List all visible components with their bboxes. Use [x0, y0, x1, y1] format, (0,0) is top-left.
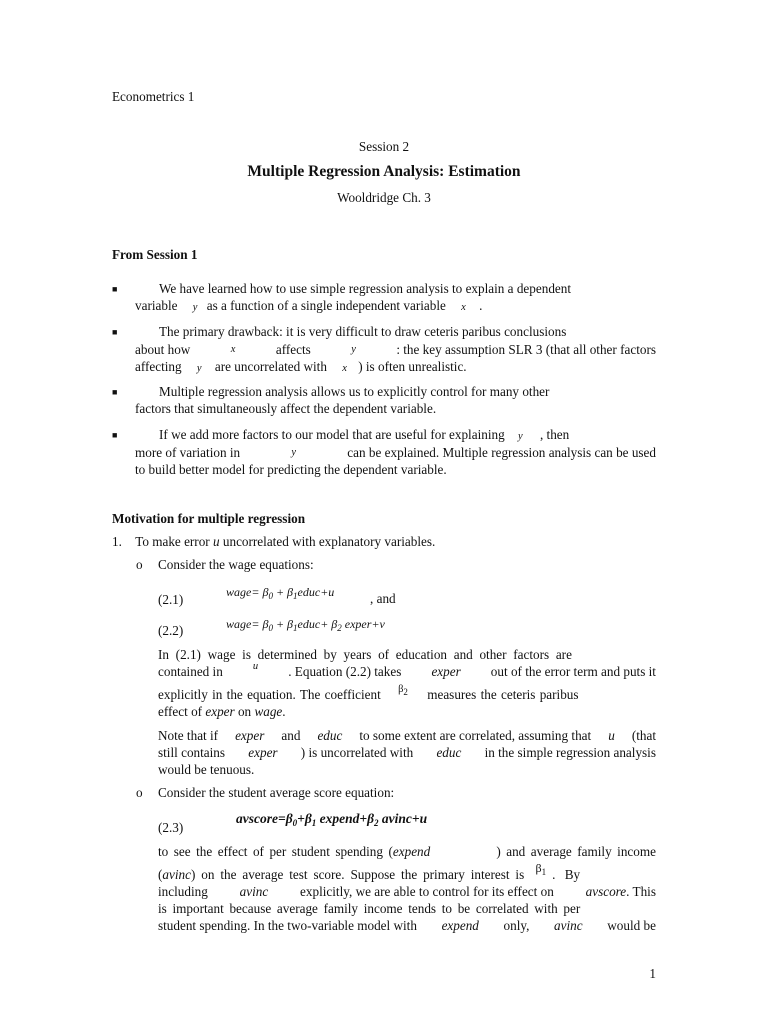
eq-var: wage [226, 617, 252, 631]
text [158, 844, 430, 860]
text: To make error [135, 534, 210, 549]
text: exper [248, 745, 278, 760]
symbol-x: x [461, 302, 466, 313]
text: : the key assumption SLR 3 (that all other factors [396, 342, 656, 357]
bullet-marker: ■ [112, 284, 118, 294]
text: In (2.1) wage is determined by years of education and other factors are [158, 647, 572, 662]
text: ) on the average test score. Suppose the primary interest is [190, 867, 525, 882]
bullet-marker: ■ [112, 327, 118, 337]
text: expend [392, 844, 431, 859]
text: measures the ceteris paribus [427, 687, 579, 702]
beta-symbol: β [535, 861, 542, 875]
text: u [213, 534, 220, 549]
text: variable [135, 298, 178, 313]
text: can be explained. Multiple regression analysis can be used [347, 445, 656, 460]
eq-sub: 1 [541, 867, 547, 877]
equation-label-2-1: (2.1) [158, 592, 184, 607]
eq-var: v [379, 617, 385, 631]
eq-sub: 1 [311, 818, 317, 828]
text: (that [631, 728, 656, 743]
symbol-y: y [196, 363, 202, 374]
paragraph-3-line-1 [158, 844, 656, 860]
bullet-2-line-3 [135, 359, 467, 377]
eq-op: = [251, 585, 260, 599]
paragraph-1-line-2 [158, 661, 656, 680]
eq-op: + [275, 617, 285, 631]
paragraph-1-line-3 [158, 684, 579, 705]
beta-symbol: β [262, 585, 269, 599]
text: Note that if [158, 728, 219, 743]
text: ) is often unrealistic. [358, 359, 467, 374]
bullet-marker: ■ [112, 387, 118, 397]
symbol-y: y [291, 447, 297, 458]
text: would be [607, 918, 656, 933]
text: educ [317, 728, 343, 743]
beta-symbol: β [287, 585, 294, 599]
eq-sub: 1 [293, 591, 298, 601]
bullet-3-line-1 [135, 384, 656, 400]
text: expend [441, 918, 479, 933]
text: educ [436, 745, 462, 760]
eq-op: + [359, 811, 368, 826]
page-title: Multiple Regression Analysis: Estimation [247, 163, 521, 180]
reference-label: Wooldridge Ch. 3 [337, 190, 431, 205]
sub-bullet-marker: o [136, 785, 143, 800]
text: exper [235, 728, 265, 743]
symbol-y: y [351, 344, 356, 355]
eq-op: + [275, 585, 285, 599]
text: If we add more factors to our model that are useful for explaining [159, 427, 505, 442]
bullet-4-line-1 [159, 427, 569, 445]
page-number: 1 [649, 966, 656, 981]
text: exper [205, 704, 235, 719]
course-name: Econometrics 1 [112, 89, 195, 104]
bullet-4-line-3: to build better model for predicting the dependent variable. [135, 462, 447, 477]
paragraph-2-line-2 [158, 745, 656, 761]
text: avinc [162, 867, 191, 882]
eq-var: educ [297, 585, 321, 599]
eq-var: expend [319, 811, 360, 826]
symbol-x: x [342, 363, 347, 374]
text: u [608, 728, 615, 743]
numbered-item-1 [112, 534, 435, 550]
text: uncorrelated with explanatory variables. [222, 534, 436, 549]
sub-bullet-marker: o [136, 557, 143, 572]
eq-op: + [320, 585, 329, 599]
symbol-y: y [517, 431, 523, 442]
beta-symbol: β [331, 617, 338, 631]
text: to some extent are correlated, assuming that [359, 728, 592, 743]
text: out of the error term and puts it [490, 664, 656, 679]
text: wage [254, 704, 283, 719]
text: ) and average family income [496, 844, 656, 859]
text: affects [275, 342, 311, 357]
beta-symbol: β [287, 617, 294, 631]
beta-symbol: β [304, 811, 312, 826]
paragraph-3-line-3 [158, 884, 656, 900]
bullet-1-line-2: variable y as a function of a single independent variable x . [135, 298, 483, 313]
text: avscore [585, 884, 627, 899]
text: as a function of a single independent variable [206, 298, 446, 313]
text: avinc [239, 884, 269, 899]
eq-sub: 2 [373, 818, 379, 828]
paragraph-1-line-1 [158, 647, 656, 663]
paragraph-3-line-5 [158, 918, 656, 934]
text: . By [552, 867, 581, 882]
text: , then [539, 427, 570, 442]
beta-1-symbol [536, 861, 547, 875]
text: including [158, 884, 208, 899]
beta-symbol: β [398, 684, 404, 695]
text: We have learned how to use simple regression analysis to explain a dependent [159, 281, 572, 296]
equation-label-2-3: (2.3) [158, 820, 184, 835]
eq-op: = [277, 811, 286, 826]
beta-symbol: β [285, 811, 293, 826]
eq-sub: 0 [292, 818, 298, 828]
eq-var: u [419, 811, 428, 826]
text: affecting [135, 359, 182, 374]
bullet-4-line-2 [135, 445, 656, 461]
text: student spending. In the two-variable model with [158, 918, 417, 933]
text: effect of [158, 704, 203, 719]
text: more of variation in [135, 445, 241, 460]
text: Multiple regression analysis allows us to explicitly control for many other [159, 384, 550, 399]
paragraph-2-line-1 [158, 728, 656, 744]
equation-2-3 [236, 811, 427, 827]
symbol-u: u [252, 661, 259, 672]
beta-2-symbol [398, 684, 408, 695]
text: still contains [158, 745, 226, 760]
bullet-1-line-1 [135, 281, 656, 297]
section-heading-motivation: Motivation for multiple regression [112, 511, 306, 526]
eq-var: u [328, 585, 335, 599]
sub-item-score-equation: Consider the student average score equation: [158, 785, 395, 800]
eq-var: avinc [381, 811, 412, 826]
text: contained in [158, 664, 223, 679]
text: about how [135, 342, 191, 357]
section-heading-from-session-1: From Session 1 [112, 247, 198, 262]
text: only, [503, 918, 530, 933]
equation-connector: , and [370, 591, 396, 606]
text: explicitly, we are able to control for its effect on [300, 884, 554, 899]
eq-op: + [297, 811, 305, 826]
symbol-y: y [192, 302, 198, 313]
sub-item-wage-equations: Consider the wage equations: [158, 557, 314, 572]
eq-var: wage [226, 585, 252, 599]
eq-var: exper [344, 617, 372, 631]
paragraph-1-line-4: effect of exper on wage. [158, 704, 286, 719]
eq-sub: 1 [293, 623, 298, 633]
eq-op: + [320, 617, 329, 631]
beta-symbol: β [262, 617, 269, 631]
item-number: 1. [112, 534, 122, 549]
text: exper [431, 664, 461, 679]
eq-op: = [251, 617, 260, 631]
text: avinc [554, 918, 583, 933]
symbol-x: x [230, 344, 236, 355]
session-label: Session 2 [358, 139, 410, 154]
text: in the simple regression analysis [484, 745, 656, 760]
text: on [237, 704, 252, 719]
text: are uncorrelated with [214, 359, 327, 374]
text: to see the effect of per student spending ( [158, 844, 393, 859]
equation-2-1 [226, 584, 334, 600]
text: The primary drawback: it is very difficult to draw ceteris paribus conclusions [159, 324, 567, 339]
paragraph-2-line-3: would be tenuous. [158, 762, 255, 777]
text: ) is uncorrelated with [300, 745, 414, 760]
paragraph-3-line-4 [158, 901, 656, 917]
eq-sub: 2 [403, 687, 408, 697]
text: . This [626, 884, 656, 899]
eq-sub: 2 [337, 623, 342, 633]
eq-op: + [411, 811, 420, 826]
text: is important because average family income tends to be correlated with per [158, 901, 581, 916]
equation-label-2-2: (2.2) [158, 623, 184, 638]
equation-2-2 [226, 616, 385, 632]
paragraph-3-line-2: (avinc) on the average test score. Suppose the primary interest is $\beta_1$ . By [158, 861, 581, 882]
eq-sub: 0 [268, 623, 273, 633]
text: explicitly in the equation. The coefficient [158, 687, 381, 702]
eq-op: + [371, 617, 380, 631]
eq-var: avscore [236, 811, 278, 826]
text: . Equation (2.2) takes [288, 664, 402, 679]
eq-var: educ [297, 617, 321, 631]
bullet-3-line-2: factors that simultaneously affect the dependent variable. [135, 401, 437, 416]
bullet-marker: ■ [112, 430, 118, 440]
text: and [281, 728, 301, 743]
beta-symbol: β [367, 811, 374, 826]
bullet-2-line-2 [135, 342, 656, 358]
bullet-2-line-1 [135, 324, 656, 340]
eq-sub: 0 [268, 591, 273, 601]
